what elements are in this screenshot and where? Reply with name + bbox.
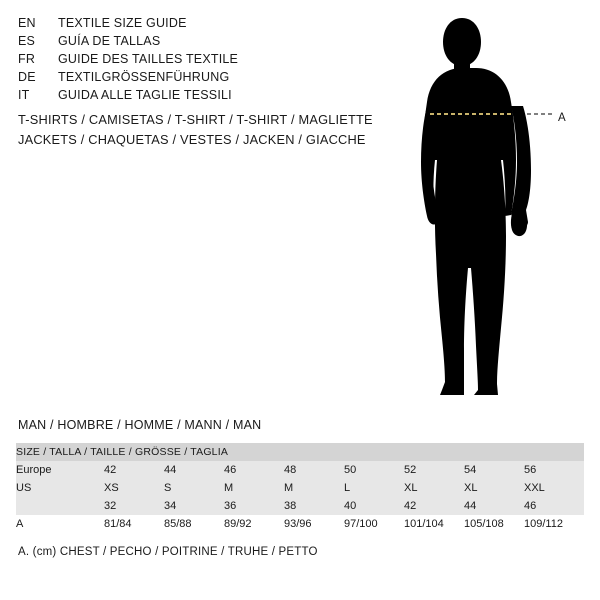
- table-row: [16, 515, 584, 533]
- table-row: [16, 479, 584, 497]
- language-row: [18, 70, 418, 88]
- cell-value: 44: [164, 461, 224, 479]
- cell-value: 32: [104, 497, 164, 515]
- table-header-row: [16, 443, 584, 461]
- category-jackets: JACKETS / CHAQUETAS / VESTES / JACKEN / GIACCHE: [18, 132, 366, 147]
- figure-svg: [400, 10, 600, 410]
- table-row: [16, 497, 584, 515]
- cell-value: S: [164, 479, 224, 497]
- cell-value: L: [344, 479, 404, 497]
- table-title-man: MAN / HOMBRE / HOMME / MANN / MAN: [18, 418, 262, 432]
- cell-value: 101/104: [404, 515, 464, 533]
- cell-value: 48: [284, 461, 344, 479]
- table-header-label: SIZE / TALLA / TAILLE / GRÖSSE / TAGLIA: [16, 443, 584, 461]
- cell-value: 44: [464, 497, 524, 515]
- language-row: [18, 88, 418, 106]
- language-code: DE: [18, 70, 36, 84]
- language-code: IT: [18, 88, 30, 102]
- cell-value: M: [284, 479, 344, 497]
- cell-value: 36: [224, 497, 284, 515]
- table-footnote: A. (cm) CHEST / PECHO / POITRINE / TRUHE / PETTO: [18, 546, 318, 558]
- cell-value: 42: [104, 461, 164, 479]
- cell-value: 97/100: [344, 515, 404, 533]
- garment-category-block: [18, 110, 438, 150]
- measure-label-a: A: [558, 112, 566, 124]
- cell-value: 50: [344, 461, 404, 479]
- cell-value: 34: [164, 497, 224, 515]
- language-title: GUÍA DE TALLAS: [58, 34, 161, 48]
- cell-value: 54: [464, 461, 524, 479]
- male-figure-illustration: [400, 10, 600, 410]
- cell-value: 89/92: [224, 515, 284, 533]
- language-header-block: [18, 16, 418, 106]
- cell-value: 38: [284, 497, 344, 515]
- cell-value: XS: [104, 479, 164, 497]
- language-row: [18, 34, 418, 52]
- cell-value: XL: [464, 479, 524, 497]
- row-label: Europe: [16, 461, 104, 479]
- row-label: [16, 497, 104, 515]
- cell-value: XXL: [524, 479, 584, 497]
- language-row: [18, 16, 418, 34]
- language-title: GUIDA ALLE TAGLIE TESSILI: [58, 88, 232, 102]
- language-row: [18, 52, 418, 70]
- cell-value: 46: [224, 461, 284, 479]
- cell-value: 93/96: [284, 515, 344, 533]
- row-label: A: [16, 515, 104, 533]
- cell-value: XL: [404, 479, 464, 497]
- cell-value: 40: [344, 497, 404, 515]
- cell-value: 46: [524, 497, 584, 515]
- language-title: GUIDE DES TAILLES TEXTILE: [58, 52, 239, 66]
- cell-value: 105/108: [464, 515, 524, 533]
- language-code: FR: [18, 52, 36, 66]
- cell-value: 81/84: [104, 515, 164, 533]
- language-code: EN: [18, 16, 36, 30]
- size-table: [16, 443, 584, 533]
- cell-value: 42: [404, 497, 464, 515]
- language-title: TEXTILGRÖSSENFÜHRUNG: [58, 70, 230, 84]
- cell-value: 56: [524, 461, 584, 479]
- cell-value: M: [224, 479, 284, 497]
- cell-value: 52: [404, 461, 464, 479]
- row-label: US: [16, 479, 104, 497]
- language-code: ES: [18, 34, 36, 48]
- cell-value: 109/112: [524, 515, 584, 533]
- cell-value: 85/88: [164, 515, 224, 533]
- table-row: [16, 461, 584, 479]
- language-title: TEXTILE SIZE GUIDE: [58, 16, 187, 30]
- category-tshirts: T-SHIRTS / CAMISETAS / T-SHIRT / T-SHIRT / MAGLIETTE: [18, 112, 373, 127]
